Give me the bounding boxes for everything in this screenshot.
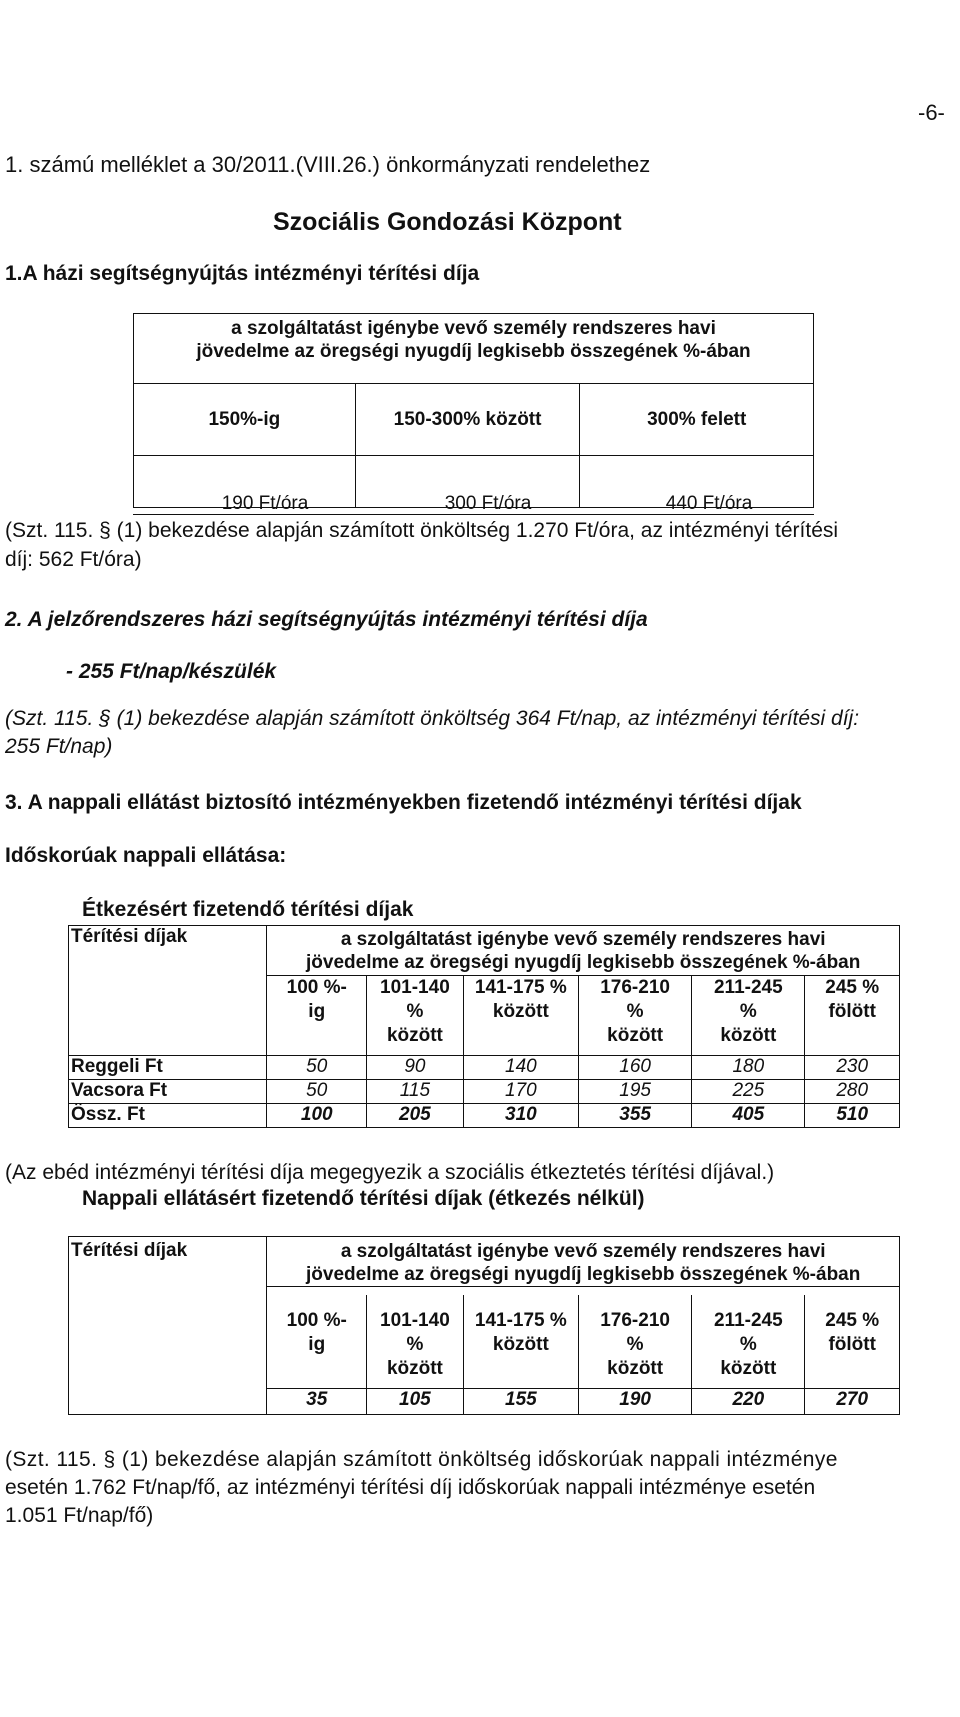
care-bracket-4: 176-210 % között <box>579 1295 692 1389</box>
meal-header-line2: jövedelme az öregségi nyugdíj legkisebb összegének %-ában <box>306 952 861 973</box>
meal-cell: 50 <box>267 1080 367 1104</box>
care-table-row-header: Térítési díjak <box>69 1237 267 1295</box>
org-title: Szociális Gondozási Központ <box>273 208 622 236</box>
section2-note-line1: (Szt. 115. § (1) bekezdése alapján számított önköltség 364 Ft/nap, az intézményi térítési díj: <box>5 707 860 730</box>
care-header-line2: jövedelme az öregségi nyugdíj legkisebb összegének %-ában <box>266 1263 900 1287</box>
meal-bracket-4: 176-210 % között <box>579 976 692 1056</box>
section1-note-line1: (Szt. 115. § (1) bekezdése alapján számított önköltség 1.270 Ft/óra, az intézményi térítési <box>5 519 839 542</box>
meal-cell: 355 <box>579 1104 692 1128</box>
meal-cell: 100 <box>267 1104 367 1128</box>
section3-note-line2: esetén 1.762 Ft/nap/fő, az intézményi térítési díj időskorúak nappali intézménye esetén <box>5 1476 816 1499</box>
meal-bracket-3: 141-175 % között <box>463 976 578 1056</box>
table-row <box>69 1056 900 1080</box>
section2-title: 2. A jelzőrendszeres házi segítségnyújtás intézményi térítési díja <box>5 608 648 631</box>
care-bracket-2: 101-140 % között <box>367 1295 464 1389</box>
meal-cell: 225 <box>692 1080 805 1104</box>
section1-title: 1.A házi segítségnyújtás intézményi térítési díja <box>5 262 480 285</box>
section1-value-1: 190 Ft/óra <box>221 493 309 514</box>
section3-note-line1: (Szt. 115. § (1) bekezdése alapján számított önköltség időskorúak nappali intézménye <box>5 1448 838 1471</box>
meal-cell: 510 <box>805 1104 900 1128</box>
section2-fee: - 255 Ft/nap/készülék <box>66 660 277 683</box>
section1-table-header <box>134 314 814 384</box>
meal-cell: 205 <box>367 1104 464 1128</box>
care-cell: 270 <box>805 1389 900 1415</box>
table-row <box>69 1389 900 1415</box>
section1-col-1: 150%-ig <box>134 384 356 456</box>
section1-table <box>133 313 814 508</box>
care-cell: 190 <box>579 1389 692 1415</box>
table-row <box>69 1080 900 1104</box>
section3-subtitle: Időskorúak nappali ellátása: <box>5 844 287 867</box>
care-header-line1: a szolgáltatást igénybe vevő személy rendszeres havi <box>340 1241 826 1262</box>
section1-header-line2: jövedelme az öregségi nyugdíj legkisebb összegének %-ában <box>196 341 751 362</box>
meal-table <box>68 925 900 1128</box>
care-bracket-6: 245 % fölött <box>805 1295 900 1389</box>
meal-cell: 50 <box>267 1056 367 1080</box>
section1-table-bottom <box>133 514 814 515</box>
section2-note-line2: 255 Ft/nap) <box>5 735 113 758</box>
care-cell: 220 <box>692 1389 805 1415</box>
care-row-blank <box>69 1389 267 1415</box>
care-table-blank <box>69 1295 267 1389</box>
meal-row-label: Vacsora Ft <box>69 1080 267 1104</box>
meal-table-blank <box>69 976 267 1056</box>
meal-table-header <box>267 926 900 976</box>
care-cell: 35 <box>267 1389 367 1415</box>
section1-note-line2: díj: 562 Ft/óra) <box>5 548 142 571</box>
meal-cell: 405 <box>692 1104 805 1128</box>
meal-cell: 280 <box>805 1080 900 1104</box>
meal-bracket-2: 101-140 % között <box>367 976 464 1056</box>
section1-value-3: 440 Ft/óra <box>665 493 753 514</box>
care-bracket-5: 211-245 % között <box>692 1295 805 1389</box>
meal-bracket-5: 211-245 % között <box>692 976 805 1056</box>
meal-row-label: Reggeli Ft <box>69 1056 267 1080</box>
meal-cell: 310 <box>463 1104 578 1128</box>
section1-col-2: 150-300% között <box>355 384 580 456</box>
annex-title: 1. számú melléklet a 30/2011.(VIII.26.) önkormányzati rendelethez <box>5 152 651 177</box>
section3-title: 3. A nappali ellátást biztosító intézményekben fizetendő intézményi térítési díjak <box>5 791 802 814</box>
care-cell: 155 <box>463 1389 578 1415</box>
meal-cell: 230 <box>805 1056 900 1080</box>
meal-row-label: Össz. Ft <box>69 1104 267 1128</box>
table-row <box>69 1104 900 1128</box>
lunch-note: (Az ebéd intézményi térítési díja megegyezik a szociális étkeztetés térítési díjával.) <box>5 1161 775 1184</box>
meal-header-line1: a szolgáltatást igénybe vevő személy rendszeres havi <box>340 929 826 950</box>
meal-table-row-header: Térítési díjak <box>69 926 267 976</box>
care-bracket-3: 141-175 % között <box>463 1295 578 1389</box>
meal-cell: 115 <box>367 1080 464 1104</box>
meal-cell: 195 <box>579 1080 692 1104</box>
meal-title: Étkezésért fizetendő térítési díjak <box>82 898 414 921</box>
meal-cell: 160 <box>579 1056 692 1080</box>
meal-bracket-6: 245 % fölött <box>805 976 900 1056</box>
section1-header-line1: a szolgáltatást igénybe vevő személy rendszeres havi <box>231 318 716 339</box>
section1-col-3: 300% felett <box>580 384 814 456</box>
care-table-header <box>267 1237 900 1295</box>
section3-note-line3: 1.051 Ft/nap/fő) <box>5 1504 154 1527</box>
care-cell: 105 <box>367 1389 464 1415</box>
meal-cell: 140 <box>463 1056 578 1080</box>
meal-cell: 170 <box>463 1080 578 1104</box>
meal-bracket-1: 100 %- ig <box>267 976 367 1056</box>
care-table <box>68 1236 900 1415</box>
meal-cell: 180 <box>692 1056 805 1080</box>
care-bracket-1: 100 %- ig <box>267 1295 367 1389</box>
meal-cell: 90 <box>367 1056 464 1080</box>
page-number: -6- <box>918 100 945 125</box>
care-title: Nappali ellátásért fizetendő térítési díjak (étkezés nélkül) <box>82 1187 645 1210</box>
section1-value-2: 300 Ft/óra <box>444 493 532 514</box>
